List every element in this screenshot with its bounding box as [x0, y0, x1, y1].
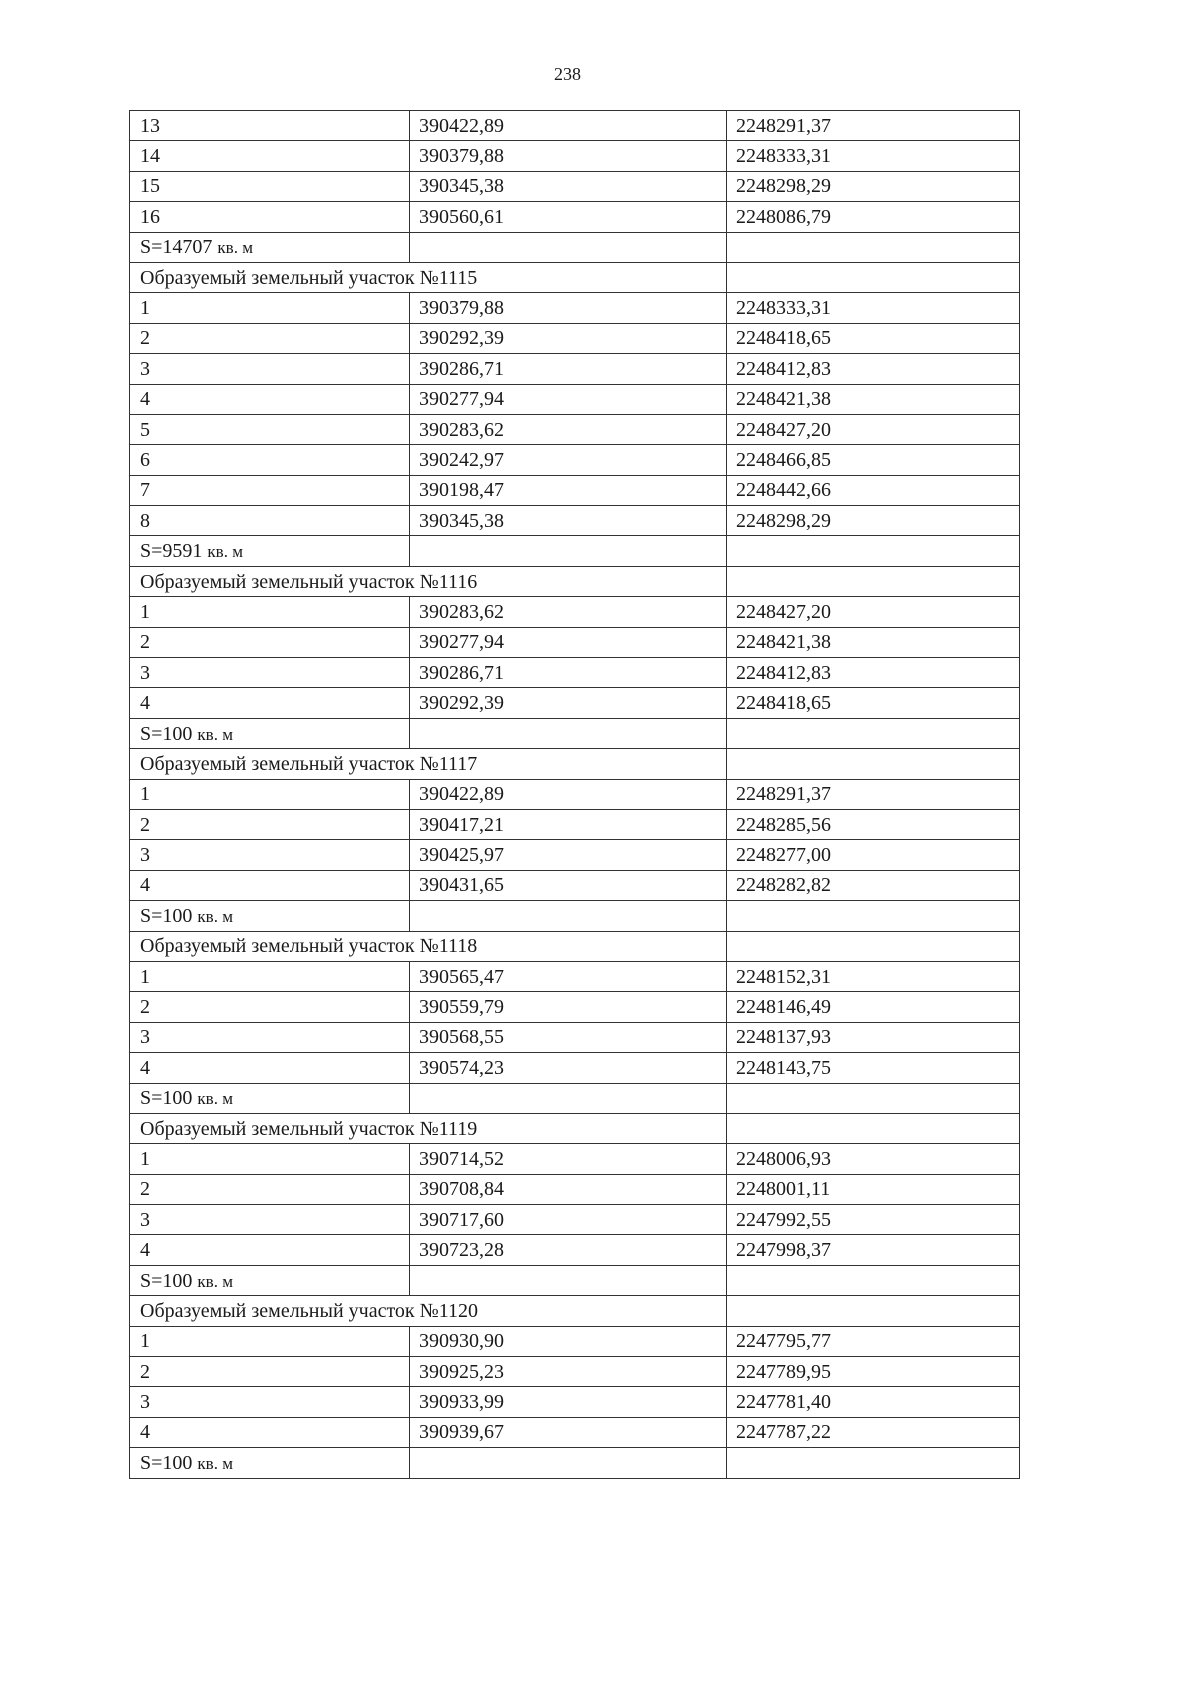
- point-row: [130, 1174, 1020, 1204]
- plot-header-row: [130, 931, 1020, 961]
- y-coordinate: 2248412,83: [727, 354, 1020, 384]
- point-number: 1: [130, 597, 410, 627]
- point-row: [130, 1022, 1020, 1052]
- y-coordinate: 2248146,49: [727, 992, 1020, 1022]
- point-row: [130, 1205, 1020, 1235]
- y-coordinate: 2248006,93: [727, 1144, 1020, 1174]
- point-number: 4: [130, 1417, 410, 1447]
- y-coordinate: 2248291,37: [727, 111, 1020, 141]
- y-coordinate: 2248152,31: [727, 961, 1020, 991]
- y-coordinate: 2247795,77: [727, 1326, 1020, 1356]
- point-row: [130, 688, 1020, 718]
- point-row: [130, 445, 1020, 475]
- point-number: 2: [130, 809, 410, 839]
- y-coordinate: 2247787,22: [727, 1417, 1020, 1447]
- x-coordinate: 390431,65: [410, 870, 727, 900]
- point-number: 2: [130, 1357, 410, 1387]
- x-coordinate: 390925,23: [410, 1357, 727, 1387]
- point-number: 2: [130, 323, 410, 353]
- point-number: 15: [130, 171, 410, 201]
- x-coordinate: 390714,52: [410, 1144, 727, 1174]
- y-coordinate: 2248427,20: [727, 414, 1020, 444]
- empty-cell: [727, 1448, 1020, 1478]
- empty-cell: [410, 1448, 727, 1478]
- y-coordinate: 2248421,38: [727, 627, 1020, 657]
- y-coordinate: 2248285,56: [727, 809, 1020, 839]
- x-coordinate: 390277,94: [410, 627, 727, 657]
- area-unit: кв. м: [217, 238, 253, 258]
- point-number: 6: [130, 445, 410, 475]
- area-row: [130, 1083, 1020, 1113]
- point-row: [130, 475, 1020, 505]
- area-value: S=100: [140, 722, 193, 745]
- x-coordinate: 390417,21: [410, 809, 727, 839]
- plot-title: Образуемый земельный участок №1116: [130, 566, 727, 596]
- x-coordinate: 390283,62: [410, 597, 727, 627]
- x-coordinate: 390933,99: [410, 1387, 727, 1417]
- empty-cell: [727, 931, 1020, 961]
- point-row: [130, 141, 1020, 171]
- point-row: [130, 171, 1020, 201]
- point-number: 3: [130, 1205, 410, 1235]
- x-coordinate: 390345,38: [410, 506, 727, 536]
- point-row: [130, 809, 1020, 839]
- point-row: [130, 1235, 1020, 1265]
- point-row: [130, 384, 1020, 414]
- plot-header-row: [130, 1113, 1020, 1143]
- point-number: 4: [130, 1235, 410, 1265]
- empty-cell: [727, 1296, 1020, 1326]
- empty-cell: [727, 1083, 1020, 1113]
- area-row: [130, 901, 1020, 931]
- y-coordinate: 2248427,20: [727, 597, 1020, 627]
- empty-cell: [727, 1113, 1020, 1143]
- x-coordinate: 390565,47: [410, 961, 727, 991]
- point-row: [130, 597, 1020, 627]
- point-number: 4: [130, 384, 410, 414]
- x-coordinate: 390574,23: [410, 1053, 727, 1083]
- x-coordinate: 390379,88: [410, 293, 727, 323]
- y-coordinate: 2248001,11: [727, 1174, 1020, 1204]
- y-coordinate: 2247781,40: [727, 1387, 1020, 1417]
- empty-cell: [410, 1083, 727, 1113]
- y-coordinate: 2248137,93: [727, 1022, 1020, 1052]
- plot-title: Образуемый земельный участок №1117: [130, 749, 727, 779]
- y-coordinate: 2248466,85: [727, 445, 1020, 475]
- area-value: S=9591: [140, 540, 203, 563]
- y-coordinate: 2248418,65: [727, 323, 1020, 353]
- plot-title: Образуемый земельный участок №1115: [130, 262, 727, 292]
- plot-header-row: [130, 566, 1020, 596]
- y-coordinate: 2247789,95: [727, 1357, 1020, 1387]
- x-coordinate: 390723,28: [410, 1235, 727, 1265]
- point-number: 3: [130, 1387, 410, 1417]
- y-coordinate: 2248442,66: [727, 475, 1020, 505]
- point-number: 5: [130, 414, 410, 444]
- point-number: 2: [130, 1174, 410, 1204]
- area-cell: [130, 1083, 410, 1113]
- page-number: 238: [554, 64, 581, 84]
- point-number: 1: [130, 779, 410, 809]
- area-value: S=100: [140, 1451, 193, 1474]
- area-cell: [130, 718, 410, 748]
- area-value: S=100: [140, 1087, 193, 1110]
- empty-cell: [727, 262, 1020, 292]
- area-value: S=100: [140, 904, 193, 927]
- plot-title: Образуемый земельный участок №1118: [130, 931, 727, 961]
- empty-cell: [410, 901, 727, 931]
- empty-cell: [410, 232, 727, 262]
- point-number: 7: [130, 475, 410, 505]
- area-unit: кв. м: [197, 1089, 233, 1109]
- y-coordinate: 2247992,55: [727, 1205, 1020, 1235]
- area-row: [130, 1265, 1020, 1295]
- coordinates-table: [129, 110, 1020, 1479]
- point-row: [130, 293, 1020, 323]
- point-number: 1: [130, 961, 410, 991]
- point-row: [130, 992, 1020, 1022]
- point-row: [130, 1144, 1020, 1174]
- x-coordinate: 390425,97: [410, 840, 727, 870]
- empty-cell: [727, 566, 1020, 596]
- area-value: S=100: [140, 1269, 193, 1292]
- x-coordinate: 390242,97: [410, 445, 727, 475]
- y-coordinate: 2248412,83: [727, 658, 1020, 688]
- x-coordinate: 390717,60: [410, 1205, 727, 1235]
- area-cell: [130, 232, 410, 262]
- y-coordinate: 2248086,79: [727, 202, 1020, 232]
- x-coordinate: 390379,88: [410, 141, 727, 171]
- point-row: [130, 658, 1020, 688]
- point-row: [130, 354, 1020, 384]
- empty-cell: [727, 536, 1020, 566]
- y-coordinate: 2248277,00: [727, 840, 1020, 870]
- point-row: [130, 779, 1020, 809]
- area-unit: кв. м: [197, 1453, 233, 1473]
- area-cell: [130, 1448, 410, 1478]
- point-number: 3: [130, 658, 410, 688]
- point-row: [130, 840, 1020, 870]
- plot-header-row: [130, 749, 1020, 779]
- x-coordinate: 390198,47: [410, 475, 727, 505]
- plot-header-row: [130, 262, 1020, 292]
- empty-cell: [410, 1265, 727, 1295]
- y-coordinate: 2247998,37: [727, 1235, 1020, 1265]
- area-value: S=14707: [140, 236, 213, 259]
- y-coordinate: 2248421,38: [727, 384, 1020, 414]
- point-number: 4: [130, 688, 410, 718]
- point-number: 16: [130, 202, 410, 232]
- area-unit: кв. м: [197, 724, 233, 744]
- point-number: 1: [130, 1144, 410, 1174]
- area-cell: [130, 536, 410, 566]
- point-number: 8: [130, 506, 410, 536]
- plot-title: Образуемый земельный участок №1120: [130, 1296, 727, 1326]
- x-coordinate: 390292,39: [410, 688, 727, 718]
- empty-cell: [727, 901, 1020, 931]
- y-coordinate: 2248333,31: [727, 141, 1020, 171]
- area-row: [130, 718, 1020, 748]
- area-row: [130, 232, 1020, 262]
- x-coordinate: 390708,84: [410, 1174, 727, 1204]
- y-coordinate: 2248291,37: [727, 779, 1020, 809]
- point-number: 1: [130, 1326, 410, 1356]
- y-coordinate: 2248143,75: [727, 1053, 1020, 1083]
- x-coordinate: 390422,89: [410, 111, 727, 141]
- point-row: [130, 1417, 1020, 1447]
- x-coordinate: 390422,89: [410, 779, 727, 809]
- x-coordinate: 390345,38: [410, 171, 727, 201]
- point-number: 4: [130, 1053, 410, 1083]
- point-row: [130, 1326, 1020, 1356]
- point-number: 2: [130, 627, 410, 657]
- x-coordinate: 390930,90: [410, 1326, 727, 1356]
- x-coordinate: 390283,62: [410, 414, 727, 444]
- point-row: [130, 1357, 1020, 1387]
- point-number: 4: [130, 870, 410, 900]
- area-unit: кв. м: [197, 1271, 233, 1291]
- y-coordinate: 2248333,31: [727, 293, 1020, 323]
- y-coordinate: 2248298,29: [727, 506, 1020, 536]
- y-coordinate: 2248418,65: [727, 688, 1020, 718]
- area-row: [130, 1448, 1020, 1478]
- point-number: 1: [130, 293, 410, 323]
- empty-cell: [727, 718, 1020, 748]
- point-row: [130, 961, 1020, 991]
- x-coordinate: 390286,71: [410, 354, 727, 384]
- x-coordinate: 390277,94: [410, 384, 727, 414]
- point-number: 3: [130, 354, 410, 384]
- point-number: 3: [130, 840, 410, 870]
- x-coordinate: 390568,55: [410, 1022, 727, 1052]
- empty-cell: [410, 536, 727, 566]
- area-unit: кв. м: [197, 906, 233, 926]
- point-number: 3: [130, 1022, 410, 1052]
- empty-cell: [410, 718, 727, 748]
- coordinates-table-body: [130, 111, 1020, 1479]
- area-cell: [130, 901, 410, 931]
- area-unit: кв. м: [207, 542, 243, 562]
- point-row: [130, 323, 1020, 353]
- point-row: [130, 870, 1020, 900]
- point-number: 13: [130, 111, 410, 141]
- point-row: [130, 627, 1020, 657]
- point-number: 2: [130, 992, 410, 1022]
- point-row: [130, 506, 1020, 536]
- point-row: [130, 202, 1020, 232]
- x-coordinate: 390286,71: [410, 658, 727, 688]
- point-row: [130, 414, 1020, 444]
- empty-cell: [727, 1265, 1020, 1295]
- plot-header-row: [130, 1296, 1020, 1326]
- point-number: 14: [130, 141, 410, 171]
- empty-cell: [727, 749, 1020, 779]
- x-coordinate: 390560,61: [410, 202, 727, 232]
- y-coordinate: 2248298,29: [727, 171, 1020, 201]
- x-coordinate: 390292,39: [410, 323, 727, 353]
- x-coordinate: 390559,79: [410, 992, 727, 1022]
- x-coordinate: 390939,67: [410, 1417, 727, 1447]
- area-row: [130, 536, 1020, 566]
- point-row: [130, 1387, 1020, 1417]
- plot-title: Образуемый земельный участок №1119: [130, 1113, 727, 1143]
- empty-cell: [727, 232, 1020, 262]
- point-row: [130, 1053, 1020, 1083]
- point-row: [130, 111, 1020, 141]
- area-cell: [130, 1265, 410, 1295]
- y-coordinate: 2248282,82: [727, 870, 1020, 900]
